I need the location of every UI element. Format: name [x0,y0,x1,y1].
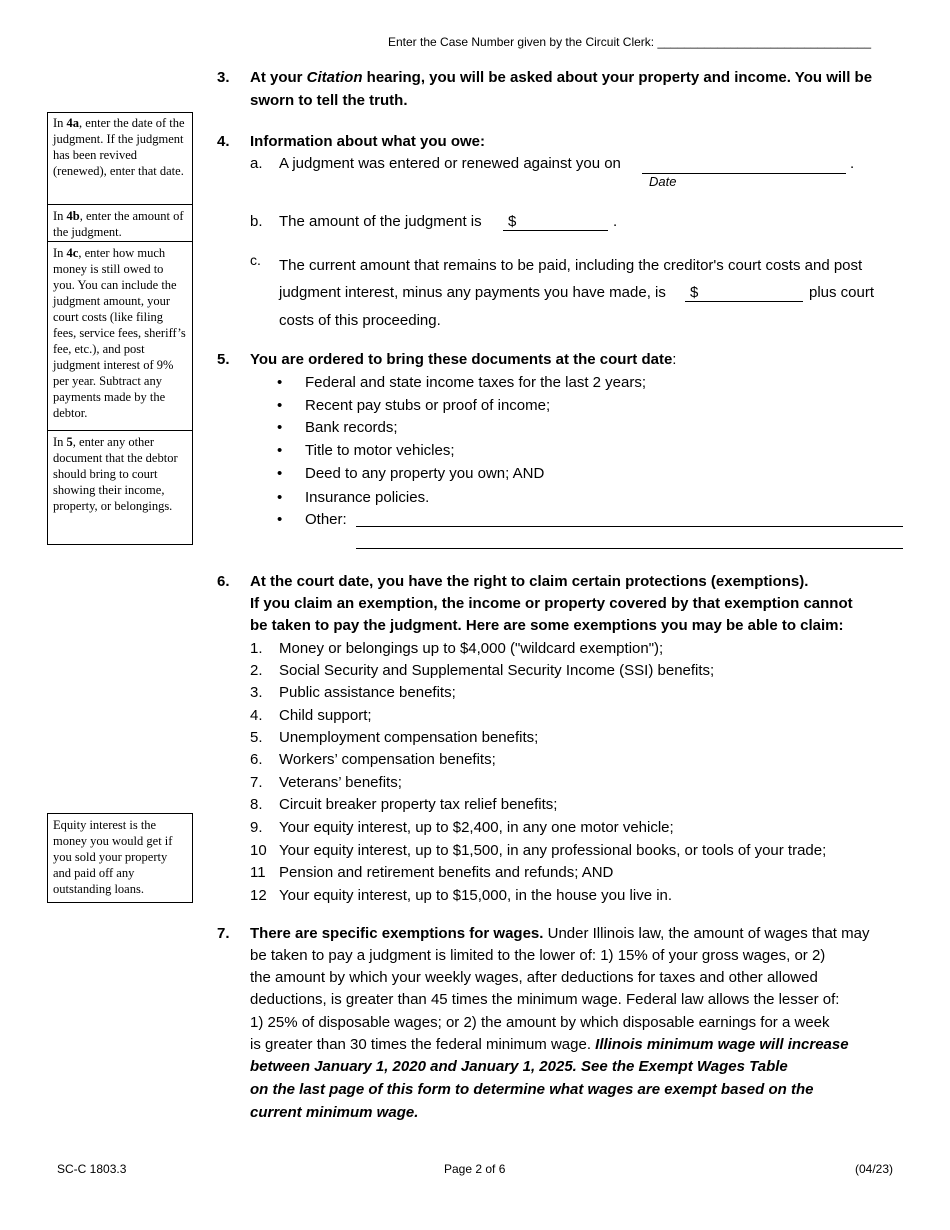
section-7-line-5: 1) 25% of disposable wages; or 2) the amount by which disposable earnings for a week [250,1014,830,1031]
section-6-line-1: At the court date, you have the right to claim certain protections (exemptions). [250,573,809,590]
item-4b-text: The amount of the judgment is [279,213,482,230]
section-7-line-3: the amount by which your weekly wages, after deductions for taxes and other allowed [250,969,818,986]
item-4a-label: a. [250,155,263,172]
sidebar-note-4c: In 4c, enter how much money is still owed to you. You can include the judgment amount, your court costs (like filing fees, service fees, sheriff’s fee, etc.), and post judgment interest of 9% per year. Subtract any payments made by the debtor. [48,241,192,430]
item-4a-period: . [850,155,855,172]
section-7-line-9: current minimum wage. [250,1104,419,1121]
remaining-amount-field[interactable] [685,284,803,302]
section-4-title: Information about what you owe: [250,133,485,150]
item-4a-text: A judgment was entered or renewed against you on [279,155,621,172]
section-5-number: 5. [217,351,230,368]
other-documents-field-2[interactable] [356,532,903,549]
sidebar-note-4a: In 4a, enter the date of the judgment. If the judgment has been revived (renewed), enter that date. [53,116,185,178]
item-4c-line-2: judgment interest, minus any payments you have made, is [279,284,666,301]
section-3-line-1: At your Citation hearing, you will be asked about your property and income. You will be [250,69,873,86]
dollar-sign: $ [690,284,699,301]
judgment-amount-field[interactable] [503,213,608,231]
sidebar-equity-note: Equity interest is the money you would get if you sold your property and paid off any outstanding loans. [47,813,193,903]
section-7-line-7: between January 1, 2020 and January 1, 2025. See the Exempt Wages Table [250,1058,788,1075]
item-4b-label: b. [250,213,263,230]
form-date: (04/23) [855,1162,894,1176]
section-6-line-2: If you claim an exemption, the income or property covered by that exemption cannot [250,595,853,612]
case-number-header: Enter the Case Number given by the Circuit Clerk: ________________________________ [388,35,872,49]
item-4b-period: . [613,213,618,230]
section-3-number: 3. [217,69,230,86]
sidebar-note-4b: In 4b, enter the amount of the judgment. [48,204,192,241]
section-7-line-1: There are specific exemptions for wages. Under Illinois law, the amount of wages that may [250,925,870,942]
section-6-number: 6. [217,573,230,590]
section-5-title: You are ordered to bring these documents at the court date: [250,351,677,368]
other-documents-field-1[interactable] [356,510,903,527]
sidebar-note-5: In 5, enter any other document that the debtor should bring to court showing their income, property, or belongings. [48,430,192,541]
section-7-line-2: be taken to pay a judgment is limited to the lower of: 1) 15% of your gross wages, or 2) [250,947,826,964]
section-6-line-3: be taken to pay the judgment. Here are some exemptions you may be able to claim: [250,617,844,634]
sidebar-instructions-box [47,112,193,545]
section-3-line-2: sworn to tell the truth. [250,92,408,109]
section-7-line-6: is greater than 30 times the federal minimum wage. Illinois minimum wage will increase [250,1036,849,1053]
item-4c-plus-court: plus court [809,284,875,301]
page-number: Page 2 of 6 [444,1162,506,1176]
item-4c-line-1: The current amount that remains to be paid, including the creditor's court costs and post [279,257,863,274]
date-caption: Date [649,174,677,189]
section-7-line-8: on the last page of this form to determine what wages are exempt based on the [250,1081,814,1098]
item-4c-label: c. [250,252,261,268]
section-7-number: 7. [217,925,230,942]
judgment-date-field[interactable] [642,155,846,174]
section-7-line-4: deductions, is greater than 45 times the minimum wage. Federal law allows the lesser of: [250,991,840,1008]
item-4c-line-3: costs of this proceeding. [279,312,441,329]
section-4-number: 4. [217,133,230,150]
dollar-sign: $ [508,213,517,230]
form-id: SC-C 1803.3 [57,1162,127,1176]
